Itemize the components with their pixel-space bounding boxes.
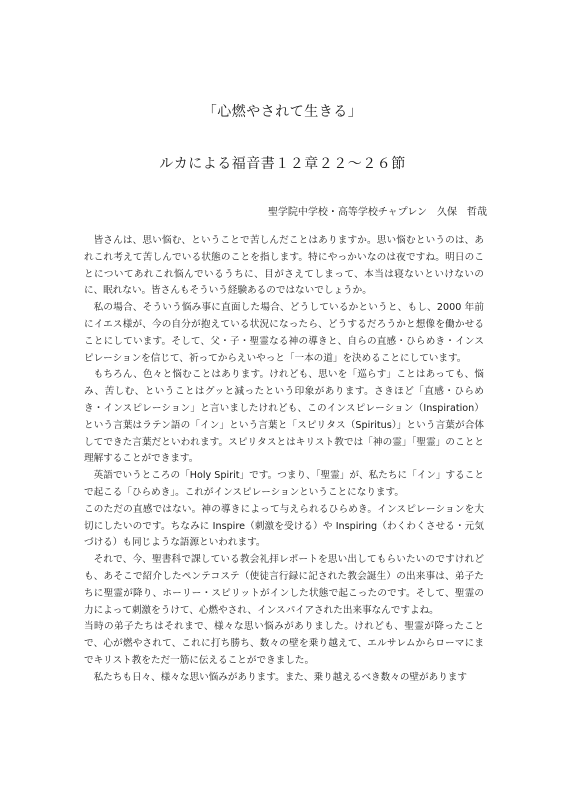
paragraph: このただの直感ではない。神の導きによって与えられるひらめき。インスピレーションを大切にしたいのです。ちなみに Inspire（刺激を受ける）や Inspiring（わくわくさせる・元気づける）も同じような語源といわれます。 [84,503,484,549]
paragraph: 英語でいうところの「Holy Spirit」です。つまり、「聖霊」が、私たちに「イン」することで起こる「ひらめき」。これがインスピレーションということになります。 [84,470,484,498]
page-title: 「心燃やされて生きる」 [202,104,363,120]
author-line: 聖学院中学校・高等学校チャプレン 久保 哲哉 [267,207,487,218]
paragraph: 皆さんは、思い悩む、ということで苦しんだことはありますか。思い悩むというのは、あれこれ考えて苦しんでいる状態のことを指します。特にやっかいなのは夜ですね。明日のことについてあれこれ悩んでいるうちに、目がさえてしまって、本当は寝ないといけないのに、眠れない。皆さんもそういう経験あるのではないでしょうか。 [84,235,484,297]
paragraph: もちろん、色々と悩むことはあります。けれども、思いを「巡らす」ことはあっても、悩み、苦しむ、ということはグッと減ったという印象があります。さきほど「直感・ひらめき・インスピレーション」と言いましたけれども、このインスピレーション（Inspiration）という言葉はラテン語の「イン」という言葉と「スピリタス（Spiritus）」という言葉が合体してできた言葉だといわれます。スピリタスとはキリスト教では「神の霊」「聖霊」のことと理解することができます。 [84,369,484,465]
paragraph: 私の場合、そういう悩み事に直面した場合、どうしているかというと、もし、2000 年前にイエス様が、今の自分が抱えている状況になったら、どうするだろうかと想像を働かせることにしています。そして、父・子・聖霊なる神の導きと、自らの直感・ひらめき・インスピレーションを信じて、祈ってからえいやっと「一本の道」を決めることにしています。 [84,302,484,364]
sermon-body [84,233,484,687]
paragraph: それで、今、聖書科で課している教会礼拝レポートを思い出してもらいたいのですけれども、あそこで紹介したペンテコステ（使徒言行録に記された教会誕生）の出来事は、弟子たちに聖霊が降り、ホーリー・スピリットがインした状態で起こったのです。そして、聖霊の力によって刺激をうけて、心燃やされ、インスパイアされた出来事なんですよね。 [84,554,484,616]
paragraph: 私たちも日々、様々な思い悩みがあります。また、乗り越えるべき数々の壁があります [93,671,467,683]
paragraph: 当時の弟子たちはそれまで、様々な思い悩みがありました。けれども、聖霊が降ったことで、心が燃やされて、これに打ち勝ち、数々の壁を乗り越えて、エルサレムからローマにまでキリスト教をただ一筋に伝えることができました。 [84,621,484,666]
scripture-reference: ルカによる福音書１２章２２～２６節 [159,156,406,172]
